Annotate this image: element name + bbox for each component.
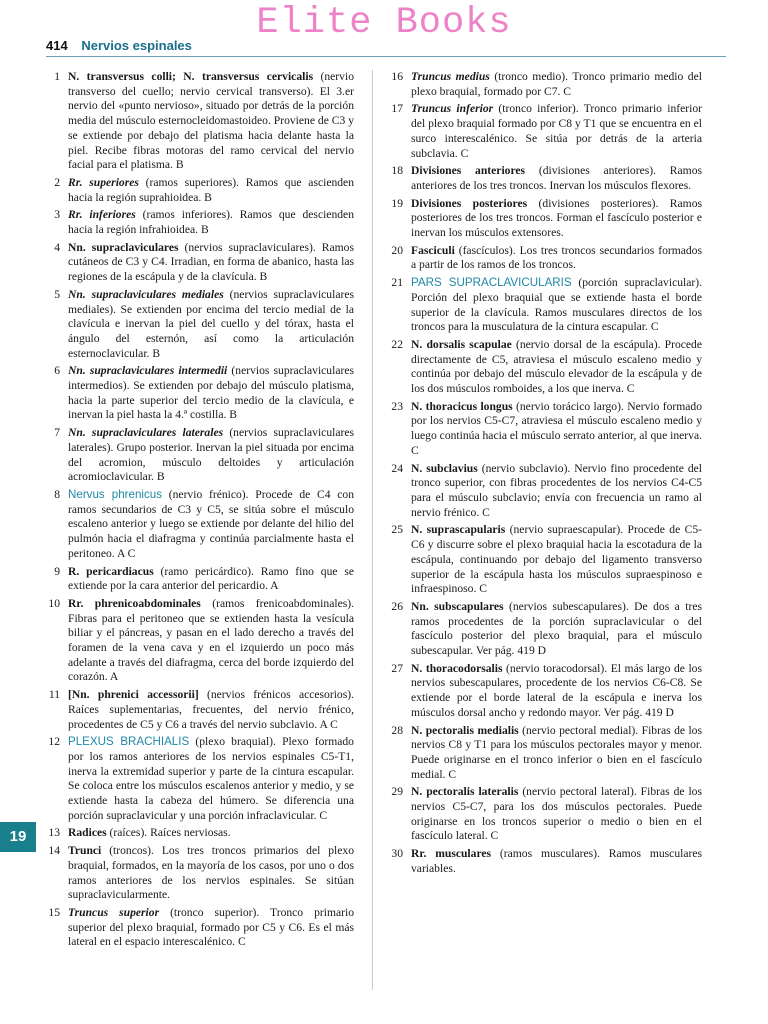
entry-description: (nervio dorsal de la escápula). Procede directamente de C5, atraviesa el músculo escaleno medio y continúa por debajo del músculo elevador de la escápula y de los dos músculos romboides, a los que inerva. C	[411, 337, 702, 396]
entry-description: (porción supraclavicular). Porción del plexo braquial que se extiende hasta el borde superior de la clavícula. Ramos musculares directos de los troncos para la musculatura de la cintura escapular. C	[411, 276, 702, 334]
entry-number: 26	[391, 599, 403, 613]
entry-number: 20	[391, 243, 403, 257]
entry-number: 2	[54, 175, 60, 189]
glossary-entry	[381, 462, 702, 521]
glossary-entry	[38, 565, 354, 594]
glossary-entry	[381, 400, 702, 459]
glossary-entry	[381, 338, 702, 397]
entry-description: (nervio torácico largo). Nervio formado por los nervios C5-C7, atraviesa el músculo escaleno medio y luego continúa hacia el músculo serrato anterior, al que inerva. C	[411, 399, 702, 457]
glossary-entry	[381, 600, 702, 659]
glossary-entry	[38, 826, 354, 841]
entry-term: Nervus phrenicus	[68, 487, 163, 501]
entry-term: Rr. musculares	[411, 847, 492, 861]
entry-number: 4	[54, 240, 60, 254]
entry-number: 25	[391, 523, 403, 537]
entry-description: (nervio supraescapular). Procede de C5-C6 y discurre sobre el plexo braquial hacia la escotadura de la escápula, continuando por debajo del ligamento transverso superior de la escápula hasta los músculos supraespinoso e infraespinoso. C	[411, 523, 702, 596]
entry-number: 27	[391, 661, 403, 675]
entry-term: N. pectoralis medialis	[411, 723, 519, 737]
entry-number: 23	[391, 399, 403, 413]
entry-term: Nn. supraclaviculares mediales	[68, 287, 224, 301]
entry-number: 29	[391, 785, 403, 799]
glossary-entry	[381, 523, 702, 597]
glossary-entry	[38, 288, 354, 362]
entry-term: N. pectoralis lateralis	[411, 785, 519, 799]
entry-term: Fasciculi	[411, 243, 455, 257]
glossary-entry	[381, 785, 702, 844]
entry-description: (nervio frénico). Procede de C4 con ramos secundarios de C3 y C5, se sitúa sobre el músculo escaleno anterior y luego se extiende por delante del hilio del pulmón hacia el diafragma y continúa parcialmente hasta el peritoneo. A C	[68, 487, 354, 560]
entry-term: Rr. phrenicoabdominales	[68, 596, 201, 610]
entry-term: N. suprascapularis	[411, 523, 506, 537]
entry-description: (ramos inferiores). Ramos que descienden hacia la región infrahioidea. B	[68, 208, 354, 237]
entry-description: (ramos musculares). Ramos musculares variables.	[411, 847, 702, 875]
entry-term: Truncus medius	[411, 70, 490, 83]
right-column	[381, 70, 702, 880]
entry-description: (nervio pectoral medial). Fibras de los nervios C8 y T1 para los músculos pectorales mayor y menor. Puede originarse en el tronco inferior o bien en el fascículo medial. C	[411, 723, 702, 781]
entry-description: (nervios supraclaviculares mediales). Se extienden por encima del tercio medial de la clavícula e inervan la piel del cuello y del tórax, hasta el ángulo del esternón, así como la articulación esternoclavicular. B	[68, 287, 354, 360]
entry-number: 6	[54, 364, 60, 378]
entry-description: (nervio toracodorsal). El más largo de los nervios subescapulares, procedente de los nervios C6-C8. Se extiende por el borde lateral de la escápula e inerva los músculos dorsal ancho y redondo mayor. Ver pág. 419 D	[411, 661, 702, 719]
glossary-entry	[38, 176, 354, 205]
entry-term: [Nn. phrenici accessorii]	[68, 688, 199, 702]
entry-number: 5	[54, 287, 60, 301]
glossary-entry	[38, 426, 354, 485]
entry-number: 24	[391, 461, 403, 475]
entry-term: Nn. supraclaviculares intermedii	[68, 364, 228, 378]
glossary-entry	[38, 688, 354, 732]
header-rule	[46, 56, 726, 57]
entry-term: Divisiones posteriores	[411, 196, 528, 210]
entry-description: (nervio subclavio). Nervio fino procedente del tronco superior, con fibras procedentes de los nervios C4-C5 para el músculo subclavio; envía con frecuencia un ramo al nervio frénico. C	[411, 461, 702, 519]
entry-description: (tronco inferior). Tronco primario inferior del plexo braquial formado por C8 y T1 que se encuentra en el surco interescalénico. Se sitúa por detrás de la arteria subclavia. C	[411, 102, 703, 160]
entry-description: (nervios supraclaviculares intermedios). Se extienden por debajo del músculo platisma, hacia la parte superior del tercio medio de la clavícula, e inervan la piel hasta la 4.ª costilla. B	[68, 364, 354, 422]
entry-description: (tronco medio). Tronco primario medio del plexo braquial, formado por C7. C	[411, 70, 702, 98]
entry-term: PARS SUPRACLAVICULARIS	[411, 276, 572, 290]
glossary-entry	[381, 164, 702, 193]
glossary-entry	[381, 70, 702, 99]
entry-description: (divisiones posteriores). Ramos posteriores de los tres troncos. Forman el fascículo posterior e inervan los músculos extensores.	[411, 196, 702, 240]
entry-description: (nervios supraclaviculares laterales). Grupo posterior. Inervan la piel situada por encima del acromion, músculo deltoides y articulación acromioclavicular. B	[68, 426, 355, 484]
entry-term: N. thoracodorsalis	[411, 661, 503, 675]
entry-number: 3	[54, 208, 60, 222]
glossary-entry	[38, 70, 354, 173]
glossary-entry	[38, 208, 354, 237]
entry-number: 13	[48, 826, 60, 840]
entry-description: (tronco superior). Tronco primario superior del plexo braquial, formado por C5 y C6. Es el más lateral en el espacio interescalénico. C	[68, 905, 355, 949]
watermark: Elite Books	[256, 2, 512, 44]
entry-number: 17	[391, 102, 403, 116]
entry-description: (plexo braquial). Plexo formado por los ramos anteriores de los nervios espinales C5-T1, inerva la extremidad superior y parte de la cintura escapular. Se coloca entre los músculos escalenos anterior y medio, y se extiende hasta la cabeza del húmero. Se diferencia una porción supraclavicular y una porción infraclavicular. C	[68, 735, 354, 822]
entry-description: (nervio transverso del cuello; nervio cervical transverso). El 3.er nervio del «punto nervioso», situado por detrás de la porción media del músculo esternocleidomastoideo. Proviene de C3 y se extiende por debajo del platisma hacia delante hasta la piel. Recibe fibras motoras del ramo cervical del nervio facial para el platisma. B	[68, 70, 354, 172]
entry-number: 1	[54, 70, 60, 83]
glossary-entry	[38, 844, 354, 903]
entry-number: 10	[48, 596, 60, 610]
entry-number: 19	[391, 196, 403, 210]
entry-term: Nn. supraclaviculares	[68, 240, 179, 254]
entry-description: (nervios frénicos accesorios). Raíces suplementarias, frecuentes, del nervio frénico, procedentes de C5 y C6 a través del nervio subclavio. A C	[68, 688, 354, 731]
entry-term: N. subclavius	[411, 461, 478, 475]
entry-term: Rr. superiores	[68, 175, 139, 189]
glossary-entry	[381, 244, 702, 273]
glossary-entry	[38, 906, 354, 950]
glossary-entry	[38, 488, 354, 562]
page-header	[46, 36, 192, 56]
entry-number: 15	[48, 905, 60, 919]
chapter-title: Nervios espinales	[81, 38, 192, 53]
entry-description: (troncos). Los tres troncos primarios del plexo braquial, formados, en la mayoría de los casos, por uno o dos ramos anteriores de los nervios espinales. Se sitúan supraclavicularmente.	[68, 844, 354, 902]
entry-term: N. dorsalis scapulae	[411, 337, 512, 351]
entry-term: N. thoracicus longus	[411, 399, 513, 413]
glossary-entry	[381, 102, 702, 161]
entry-number: 14	[48, 844, 60, 858]
entry-number: 9	[54, 564, 60, 578]
entry-number: 7	[54, 426, 60, 440]
chapter-tab: 19	[0, 822, 36, 852]
entry-term: Trunci	[68, 844, 102, 858]
entry-description: (nervios subescapulares). De dos a tres ramos procedentes de la porción supraclavicular o del fascículo posterior del plexo braquial, para el músculo subescapular. Ver pág. 419 D	[411, 599, 702, 658]
entry-number: 18	[391, 164, 403, 178]
entry-term: Nn. subscapulares	[411, 599, 504, 613]
entry-number: 21	[391, 276, 403, 290]
entry-term: Truncus inferior	[411, 102, 494, 116]
entry-term: Divisiones anteriores	[411, 164, 526, 178]
glossary-entry	[381, 276, 702, 335]
entry-description: (ramos superiores). Ramos que ascienden hacia la región suprahioidea. B	[68, 175, 354, 204]
entry-term: Truncus superior	[68, 905, 160, 919]
glossary-entry	[381, 197, 702, 241]
glossary-entry	[381, 662, 702, 721]
entry-term: Rr. inferiores	[68, 208, 136, 222]
entry-description: (fascículos). Los tres troncos secundarios formados a partir de los ramos de los troncos.	[411, 243, 702, 272]
glossary-entry	[38, 364, 354, 423]
left-column	[38, 70, 354, 953]
glossary-entry	[381, 847, 702, 876]
entry-description: (raíces). Raíces nerviosas.	[106, 826, 231, 840]
entry-description: (nervio pectoral lateral). Fibras de los nervios C5-C7, para los dos músculos pectorales. Puede originarse en los troncos superior o medio o bien en el fascículo lateral. C	[411, 785, 702, 843]
entry-term: PLEXUS BRACHIALIS	[68, 735, 190, 749]
entry-description: (ramos frenicoabdominales). Fibras para el peritoneo que se extienden hasta la vesícula biliar y el páncreas, y pasan en el lado derecho a través del foramen de la vena cava y en el izquierdo un poco más adelante a través del diafragma, cerca del borde izquierdo del corazón. A	[68, 596, 354, 684]
entry-term: Radices	[68, 826, 107, 840]
entry-description: (ramo pericárdico). Ramo fino que se extiende por la cara anterior del pericardio. A	[68, 564, 354, 593]
entry-term: N. transversus colli; N. transversus cervicalis	[68, 70, 314, 83]
glossary-entry	[38, 241, 354, 285]
entry-number: 11	[48, 688, 60, 702]
page-number: 414	[46, 38, 68, 53]
entry-number: 16	[391, 70, 403, 83]
glossary-entry	[381, 724, 702, 783]
entry-number: 28	[391, 723, 403, 737]
entry-number: 8	[54, 487, 60, 501]
entry-description: (divisiones anteriores). Ramos anteriores de los tres troncos. Inervan los músculos flexores.	[411, 164, 703, 192]
glossary-entry	[38, 735, 354, 823]
entry-term: Nn. supraclaviculares laterales	[68, 426, 224, 440]
entry-description: (nervios supraclaviculares). Ramos cutáneos de C3 y C4. Irradian, en forma de abanico, hasta las regiones de la escápula y de la clavícula. B	[68, 240, 354, 284]
entry-number: 12	[48, 735, 60, 749]
entry-number: 30	[391, 847, 403, 861]
entry-term: R. pericardiacus	[68, 564, 154, 578]
entry-number: 22	[391, 337, 403, 351]
column-divider	[372, 70, 373, 990]
glossary-entry	[38, 597, 354, 685]
